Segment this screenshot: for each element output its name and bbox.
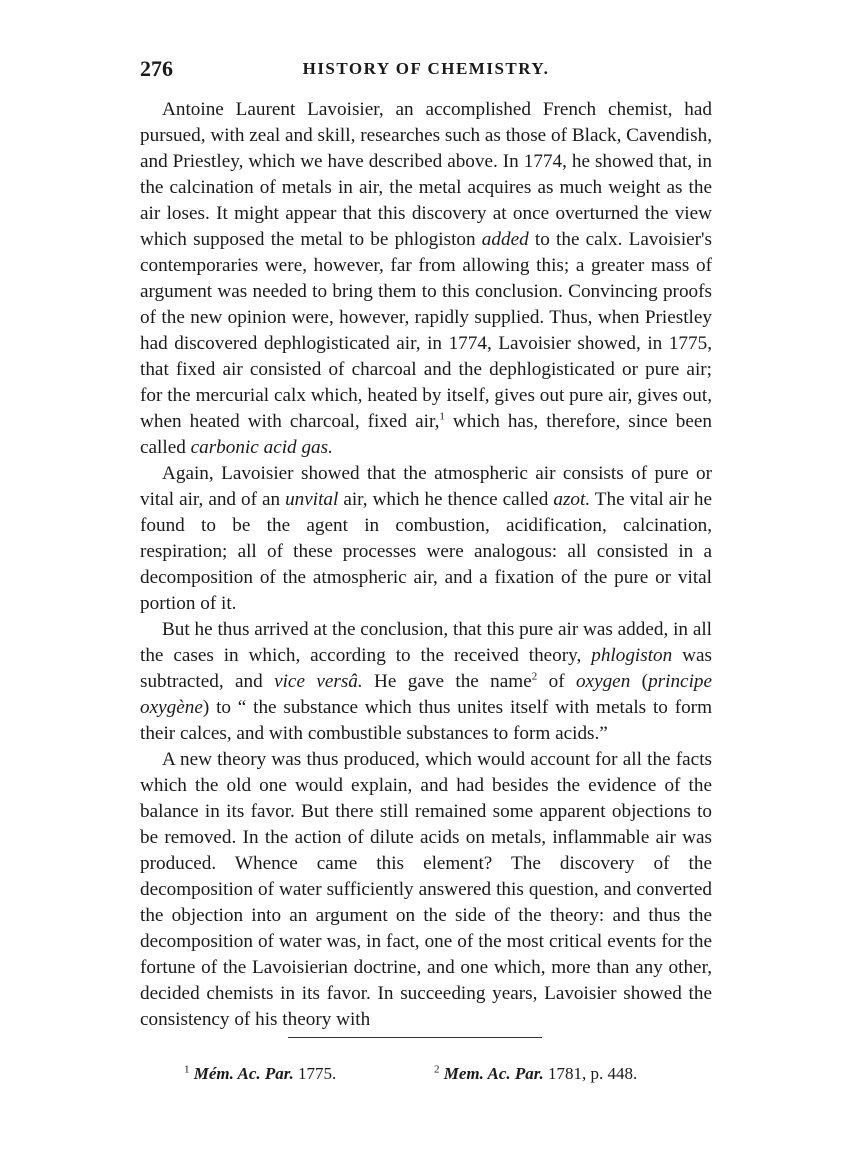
text-run: Again, Lavoisier showed that the atmospheric air consists of pure or vital air, and of an	[140, 463, 712, 510]
paragraph	[140, 97, 712, 461]
text-run: which has, therefore, since been called	[140, 411, 712, 458]
footnote-marker: 2	[434, 1063, 440, 1076]
footnote-detail: 1775.	[297, 1064, 337, 1083]
text-run: ) to “ the substance which thus unites itself with metals to form their calces, and with combustible substances to form acids.”	[140, 697, 712, 744]
paragraph	[140, 461, 712, 617]
italic-text: azot.	[553, 489, 591, 510]
text-run: (	[630, 671, 649, 692]
text-run: But he thus arrived at the conclusion, that this pure air was added, in all the cases in which, according to the received theory,	[140, 619, 712, 666]
footnote-reference: 2	[531, 670, 538, 683]
footnote-marker: 1	[184, 1063, 190, 1076]
italic-text: phlogiston	[591, 645, 673, 666]
text-run: to the calx. Lavoisier's contemporaries were, however, far from allowing this; a greater mass of argument was needed to bring them to this conclusion. Convincing proofs of the new opinion were, however, rapidly supplied. Thus, when Priestley had discovered dephlogisticated air, in 1774, Lavoisier showed, in 1775, that fixed air consisted of charcoal and the dephlogisticated or pure air; for the mercurial calx which, heated by itself, gives out pure air, gives out, when heated with charcoal, fixed air,	[140, 229, 712, 432]
italic-text: oxygen	[575, 671, 631, 692]
text-run: Antoine Laurent Lavoisier, an accomplished French chemist, had pursued, with zeal and skill, researches such as those of Black, Cavendish, and Priestley, which we have described above. In 1774, he showed that, in the calcination of metals in air, the metal acquires as much weight as the air loses. It might appear that this discovery at once overturned the view which supposed the metal to be phlogiston	[140, 99, 712, 250]
footnote-1	[184, 1064, 336, 1084]
text-run: The vital air he found to be the agent in combustion, acidification, calcination, respiration; all of these processes were analogous: all consisted in a decomposition of the atmospheric air, and a fixation of the pure or vital portion of it.	[140, 489, 713, 614]
body-text	[140, 97, 712, 1033]
footnote-2	[434, 1064, 637, 1084]
footnotes	[140, 1064, 712, 1092]
italic-text: vice versâ.	[274, 671, 363, 692]
paragraph	[140, 747, 712, 1033]
text-run: air, which he thence called	[338, 489, 554, 510]
italic-text: carbonic acid gas.	[190, 437, 333, 458]
page-number: 276	[140, 56, 173, 81]
text-run: was subtracted, and	[140, 645, 712, 692]
running-title: HISTORY OF CHEMISTRY.	[302, 59, 550, 78]
footnote-divider	[288, 1037, 542, 1038]
footnote-source: Mem. Ac. Par.	[443, 1064, 544, 1083]
page-header	[140, 56, 712, 86]
text-run: A new theory was thus produced, which would account for all the facts which the old one would explain, and had besides the evidence of the balance in its favor. But there still remained some apparent objections to be removed. In the action of dilute acids on metals, inflammable air was produced. Whence came this element? The discovery of the decomposition of water sufficiently answered this question, and converted the objection into an argument on the side of the theory: and thus the decomposition of water was, in fact, one of the most critical events for the fortune of the Lavoisierian doctrine, and one which, more than any other, decided chemists in its favor. In succeeding years, Lavoisier showed the consistency of his theory with	[140, 749, 712, 1030]
footnote-reference: 1	[439, 410, 445, 423]
footnote-detail: 1781, p. 448.	[547, 1064, 638, 1083]
text-run: He gave the name	[362, 671, 532, 692]
italic-text: added	[481, 229, 529, 250]
text-run: of	[537, 671, 576, 692]
paragraph	[140, 617, 712, 747]
italic-text: principe oxygène	[140, 671, 713, 718]
footnote-source: Mém. Ac. Par.	[193, 1064, 294, 1083]
italic-text: unvital	[285, 489, 339, 510]
